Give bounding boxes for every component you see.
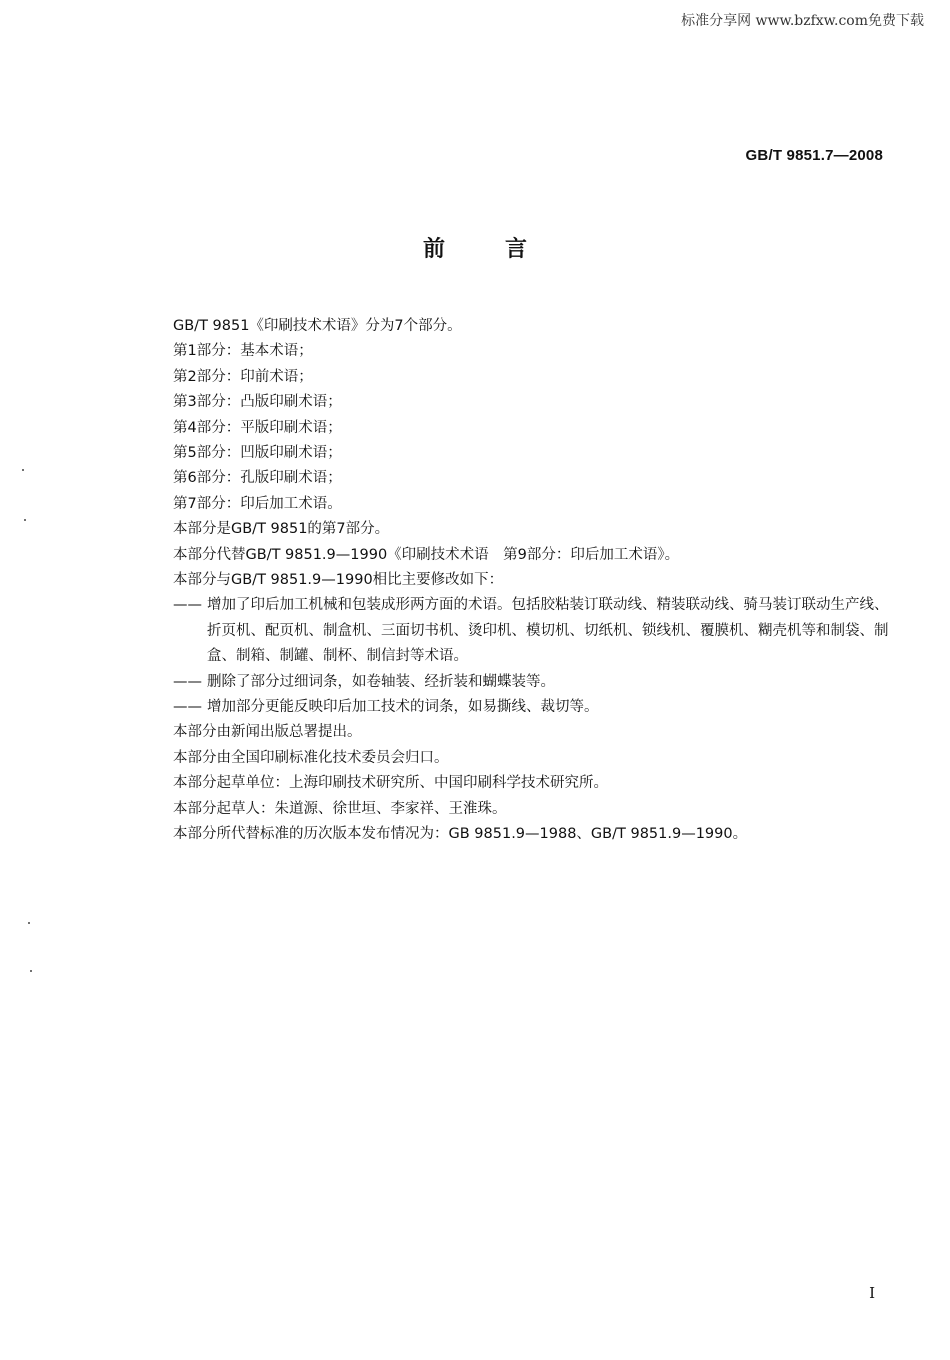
- scan-speck: [30, 970, 32, 972]
- part-list-item: 第2部分：印前术语；: [173, 368, 313, 385]
- part-list-item: 第7部分：印后加工术语。: [173, 495, 342, 512]
- statement-changes-intro: 本部分与GB/T 9851.9—1990相比主要修改如下：: [173, 571, 504, 588]
- foreword-body: [173, 314, 893, 847]
- scan-speck: [24, 519, 26, 521]
- closing-drafters: 本部分起草人：朱道源、徐世垣、李家祥、王淮珠。: [173, 800, 507, 817]
- dash-marker: ——: [173, 698, 202, 715]
- change-item: [173, 593, 893, 669]
- change-item: [173, 670, 893, 695]
- closing-proposer: 本部分由新闻出版总署提出。: [173, 724, 362, 741]
- statement-is-part: 本部分是GB/T 9851的第7部分。: [173, 521, 390, 538]
- part-list-item: 第4部分：平版印刷术语；: [173, 419, 342, 436]
- closing-committee: 本部分由全国印刷标准化技术委员会归口。: [173, 749, 449, 766]
- statement-replaces: 本部分代替GB/T 9851.9—1990《印刷技术术语 第9部分：印后加工术语》。: [173, 546, 680, 563]
- part-list-item: 第6部分：孔版印刷术语；: [173, 470, 342, 487]
- closing-history: 本部分所代替标准的历次版本发布情况为：GB 9851.9—1988、GB/T 9851.9—1990。: [173, 825, 748, 842]
- change-text: 增加了印后加工机械和包装成形两方面的术语。包括胶粘装订联动线、精装联动线、骑马装订联动生产线、折页机、配页机、制盒机、三面切书机、烫印机、模切机、切纸机、锁线机、覆膜机、糊壳机等和制袋、制盒、制箱、制罐、制杯、制信封等术语。: [207, 597, 889, 665]
- part-list-item: 第5部分：凹版印刷术语；: [173, 444, 342, 461]
- intro-paragraph: GB/T 9851《印刷技术术语》分为7个部分。: [173, 318, 462, 334]
- scan-speck: [28, 922, 30, 924]
- change-item: [173, 695, 893, 720]
- part-list-item: 第1部分：基本术语；: [173, 343, 313, 360]
- page-title: 前言: [422, 237, 587, 262]
- dash-marker: ——: [173, 673, 202, 690]
- watermark-text: 标准分享网 www.bzfxw.com免费下载: [681, 13, 924, 29]
- page-number: I: [869, 1284, 875, 1302]
- part-list-item: 第3部分：凸版印刷术语；: [173, 394, 342, 411]
- change-text: 删除了部分过细词条，如卷轴装、经折装和蝴蝶装等。: [207, 673, 555, 690]
- standard-number: GB/T 9851.7—2008: [745, 147, 883, 164]
- closing-drafting-units: 本部分起草单位：上海印刷技术研究所、中国印刷科学技术研究所。: [173, 775, 608, 792]
- dash-marker: ——: [173, 597, 202, 614]
- scan-speck: [22, 469, 24, 471]
- change-text: 增加部分更能反映印后加工技术的词条，如易撕线、裁切等。: [207, 698, 599, 715]
